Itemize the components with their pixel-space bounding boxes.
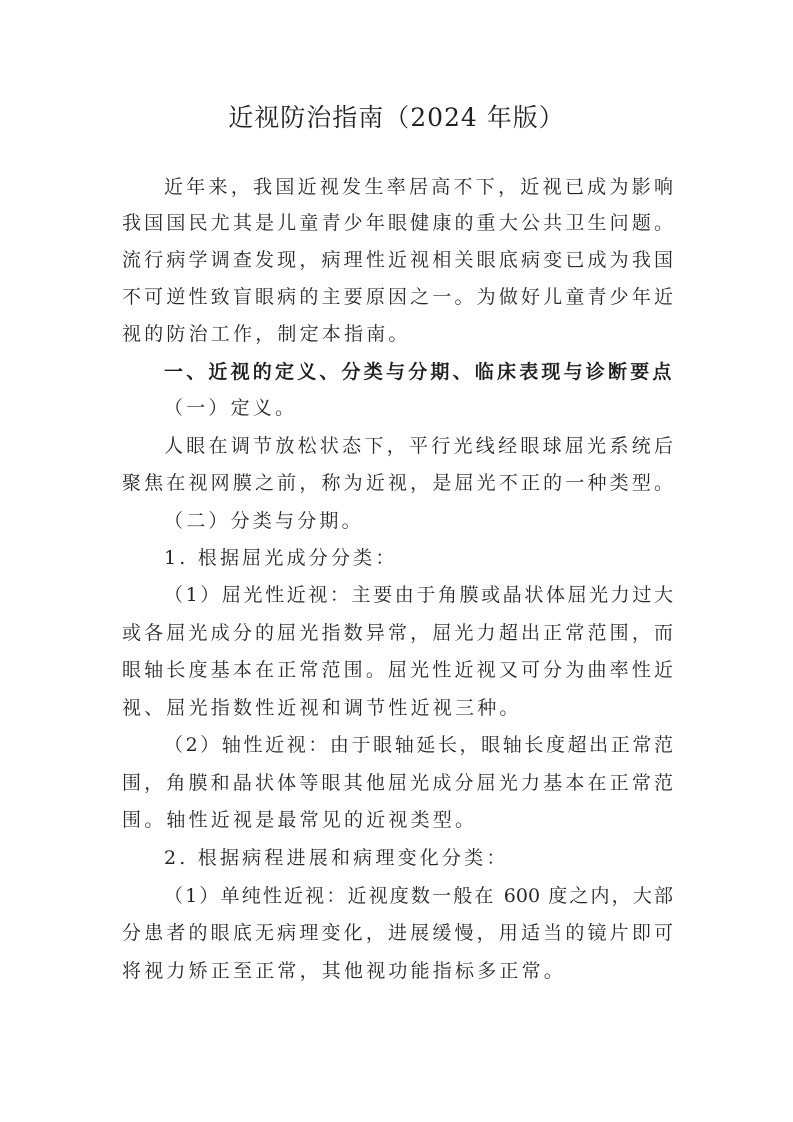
heading3-line: 2. 根据病程进展和病理变化分类：: [164, 847, 509, 869]
paragraph-line: 围，角膜和晶状体等眼其他屈光成分屈光力基本在正常范: [122, 772, 673, 794]
paragraph-line: （1）屈光性近视：主要由于角膜或晶状体屈光力过大: [164, 584, 673, 606]
paragraph-line: 聚焦在视网膜之前，称为近视，是屈光不正的一种类型。: [122, 472, 673, 494]
heading1-line: 一、近视的定义、分类与分期、临床表现与诊断要点: [164, 361, 675, 383]
paragraph-line: 围。轴性近视是最常见的近视类型。: [122, 809, 478, 831]
paragraph-line: （1）单纯性近视：近视度数一般在 600 度之内，大部: [164, 885, 673, 907]
document-title: 近视防治指南（2024 年版）: [228, 103, 565, 132]
paragraph-line: （2）轴性近视：由于眼轴延长，眼轴长度超出正常范: [164, 734, 673, 756]
paragraph-line: 不可逆性致盲眼病的主要原因之一。为做好儿童青少年近: [122, 286, 673, 308]
paragraph-line: 眼轴长度基本在正常范围。屈光性近视又可分为曲率性近: [122, 659, 673, 681]
heading2-line: （一）定义。: [164, 397, 298, 419]
paragraph-line: 将视力矫正至正常，其他视功能指标多正常。: [122, 960, 567, 982]
paragraph-line: 我国国民尤其是儿童青少年眼健康的重大公共卫生问题。: [122, 212, 673, 234]
heading3-line: 1. 根据屈光成分分类：: [164, 547, 398, 569]
paragraph-line: 分患者的眼底无病理变化，进展缓慢，用适当的镜片即可: [122, 922, 673, 944]
paragraph-line: 近年来，我国近视发生率居高不下，近视已成为影响: [164, 176, 673, 198]
heading2-line: （二）分类与分期。: [164, 510, 364, 532]
paragraph-line: 人眼在调节放松状态下，平行光线经眼球屈光系统后: [164, 435, 673, 457]
paragraph-line: 或各屈光成分的屈光指数异常，屈光力超出正常范围，而: [122, 622, 673, 644]
paragraph-line: 视的防治工作，制定本指南。: [122, 323, 411, 345]
paragraph-line: 视、屈光指数性近视和调节性近视三种。: [122, 697, 522, 719]
paragraph-line: 流行病学调查发现，病理性近视相关眼底病变已成为我国: [122, 249, 673, 271]
